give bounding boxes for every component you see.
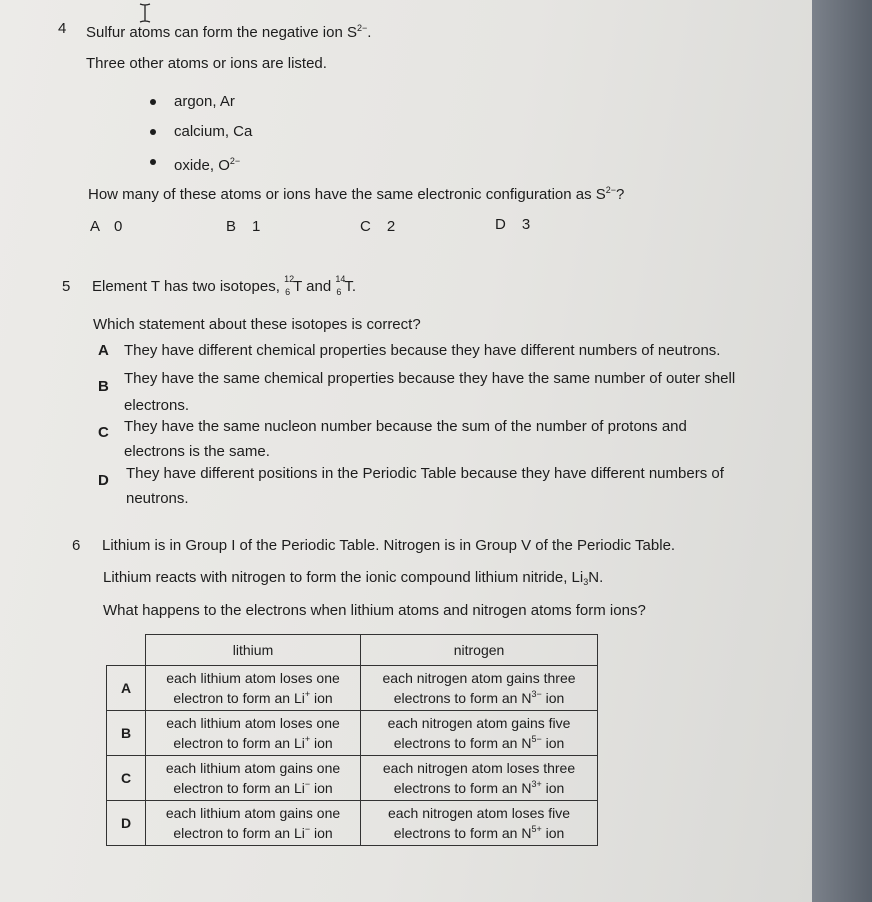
q4-question-text: How many of these atoms or ions have the same electronic configuration as S — [88, 186, 606, 203]
q5-option-d-letter: D — [98, 472, 109, 489]
cell-line-end: ion — [541, 735, 565, 751]
option-letter: A — [90, 218, 101, 235]
q4-item-3-text: oxide, O — [174, 157, 230, 174]
row-letter: A — [107, 666, 146, 711]
q5-question: Which statement about these isotopes is correct? — [93, 316, 421, 333]
q4-option-c — [360, 218, 395, 235]
cell-line: each lithium atom gains one — [165, 805, 341, 821]
table-row — [107, 756, 598, 801]
cell-line: each nitrogen atom gains three — [382, 670, 576, 686]
ion-charge: 5+ — [531, 824, 542, 834]
cell-line: each lithium atom loses one — [166, 715, 340, 731]
q5-option-b-line1: They have the same chemical properties because they have the same number of outer shell — [124, 370, 736, 387]
cell-line-end: ion — [310, 780, 333, 796]
row-letter: B — [107, 711, 146, 756]
q4-option-d — [495, 216, 530, 233]
q5-option-c-letter: C — [98, 424, 109, 441]
row-letter: C — [107, 756, 146, 801]
lithium-cell — [146, 756, 361, 801]
q5-option-c-line1: They have the same nucleon number because the sum of the number of protons and — [124, 418, 687, 435]
q6-formula-subscript: 3 — [583, 577, 589, 587]
cell-line: each lithium atom gains one — [165, 760, 341, 776]
q5-option-d-line2: neutrons. — [126, 490, 189, 507]
q5-and: and — [306, 278, 332, 295]
q5-stem-text: Element T has two isotopes, — [92, 278, 280, 295]
q5-number: 5 — [62, 278, 71, 295]
q6-line2-end: N. — [588, 569, 604, 586]
q4-intro: Three other atoms or ions are listed. — [86, 55, 327, 72]
q4-stem-text: Sulfur atoms can form the negative ion S — [86, 24, 357, 41]
ion-charge: 5− — [531, 734, 542, 744]
table-corner — [107, 635, 146, 666]
ion-charge: − — [304, 824, 311, 834]
option-value: 3 — [521, 216, 531, 233]
cell-line: electrons to form an N — [393, 825, 532, 841]
q4-stem-end: . — [367, 24, 372, 41]
q5-option-b-letter: B — [98, 378, 109, 395]
lithium-cell — [146, 711, 361, 756]
q4-item-1 — [174, 93, 235, 110]
table-header-row — [107, 635, 598, 666]
cell-line: electrons to form an N — [393, 735, 532, 751]
isotope-14-notation — [335, 274, 346, 297]
isotope-symbol: T. — [344, 278, 357, 295]
q6-line2 — [103, 569, 603, 591]
ion-charge: 3+ — [531, 779, 542, 789]
cell-line-end: ion — [541, 690, 565, 706]
mass-number: 14 — [335, 274, 346, 284]
q4-item-3-charge: 2− — [229, 156, 241, 166]
proton-number: 6 — [285, 287, 291, 297]
q4-stem-charge: 2− — [356, 23, 368, 33]
q4-option-a — [90, 218, 122, 235]
cell-line: electron to form an Li — [173, 735, 305, 751]
cell-line: electron to form an Li — [173, 690, 305, 706]
option-value: 2 — [386, 218, 396, 235]
q4-item-2-text: calcium, Ca — [174, 123, 253, 140]
q4-item-1-text: argon, Ar — [174, 93, 235, 110]
ion-charge: + — [304, 689, 311, 699]
lithium-cell — [146, 666, 361, 711]
isotope-12-notation — [284, 274, 295, 297]
q5-option-d-line1: They have different positions in the Periodic Table because they have different numbers of — [126, 465, 724, 482]
answer-table — [106, 634, 598, 846]
mass-number: 12 — [284, 274, 295, 284]
cell-line: electron to form an Li — [173, 825, 305, 841]
q4-question-end: ? — [616, 186, 625, 203]
background-edge — [812, 0, 872, 902]
cell-line: electrons to form an N — [393, 780, 532, 796]
q4-question-charge: 2− — [605, 185, 617, 195]
bullet-dot — [150, 159, 156, 165]
nitrogen-cell — [361, 801, 598, 846]
header-lithium: lithium — [146, 635, 361, 666]
q5-option-a-letter: A — [98, 342, 109, 359]
table-row — [107, 801, 598, 846]
cell-line: electrons to form an N — [393, 690, 532, 706]
bullet-dot — [150, 99, 156, 105]
cell-line-end: ion — [310, 690, 333, 706]
table-row — [107, 711, 598, 756]
q5-option-c-line2: electrons is the same. — [124, 443, 270, 460]
nitrogen-cell — [361, 756, 598, 801]
cell-line-end: ion — [310, 735, 333, 751]
cell-line: each nitrogen atom loses five — [387, 805, 571, 821]
header-nitrogen: nitrogen — [361, 635, 598, 666]
option-letter: B — [226, 218, 237, 235]
q4-number: 4 — [58, 20, 67, 37]
table-row — [107, 666, 598, 711]
q4-item-2 — [174, 123, 252, 140]
cell-line-end: ion — [541, 825, 565, 841]
q5-stem — [92, 274, 357, 297]
ion-charge: − — [304, 779, 311, 789]
cell-line: electron to form an Li — [173, 780, 305, 796]
isotope-symbol: T — [293, 278, 302, 295]
option-value: 0 — [114, 218, 123, 235]
q6-question: What happens to the electrons when lithium atoms and nitrogen atoms form ions? — [103, 602, 646, 619]
option-letter: D — [495, 216, 506, 233]
q5-option-b-line2: electrons. — [124, 397, 190, 414]
q5-option-a-text: They have different chemical properties because they have different numbers of neutrons. — [124, 342, 721, 359]
lithium-cell — [146, 801, 361, 846]
cell-line: each lithium atom loses one — [166, 670, 340, 686]
q4-option-b — [226, 218, 260, 235]
option-value: 1 — [252, 218, 261, 235]
cell-line-end: ion — [310, 825, 333, 841]
nitrogen-cell — [361, 711, 598, 756]
row-letter: D — [107, 801, 146, 846]
ion-charge: 3− — [531, 689, 542, 699]
q4-question — [88, 182, 624, 203]
nitrogen-cell — [361, 666, 598, 711]
q4-item-3 — [174, 153, 240, 174]
ion-charge: + — [304, 734, 311, 744]
proton-number: 6 — [336, 287, 342, 297]
cell-line: each nitrogen atom loses three — [382, 760, 576, 776]
q6-number: 6 — [72, 537, 81, 554]
q6-stem: Lithium is in Group I of the Periodic Table. Nitrogen is in Group V of the Periodic Table. — [102, 537, 676, 554]
cell-line-end: ion — [541, 780, 565, 796]
q6-line2-text: Lithium reacts with nitrogen to form the ionic compound lithium nitride, Li — [103, 569, 584, 586]
bullet-dot — [150, 129, 156, 135]
cell-line: each nitrogen atom gains five — [387, 715, 571, 731]
q4-stem — [86, 20, 371, 41]
option-letter: C — [360, 218, 371, 235]
